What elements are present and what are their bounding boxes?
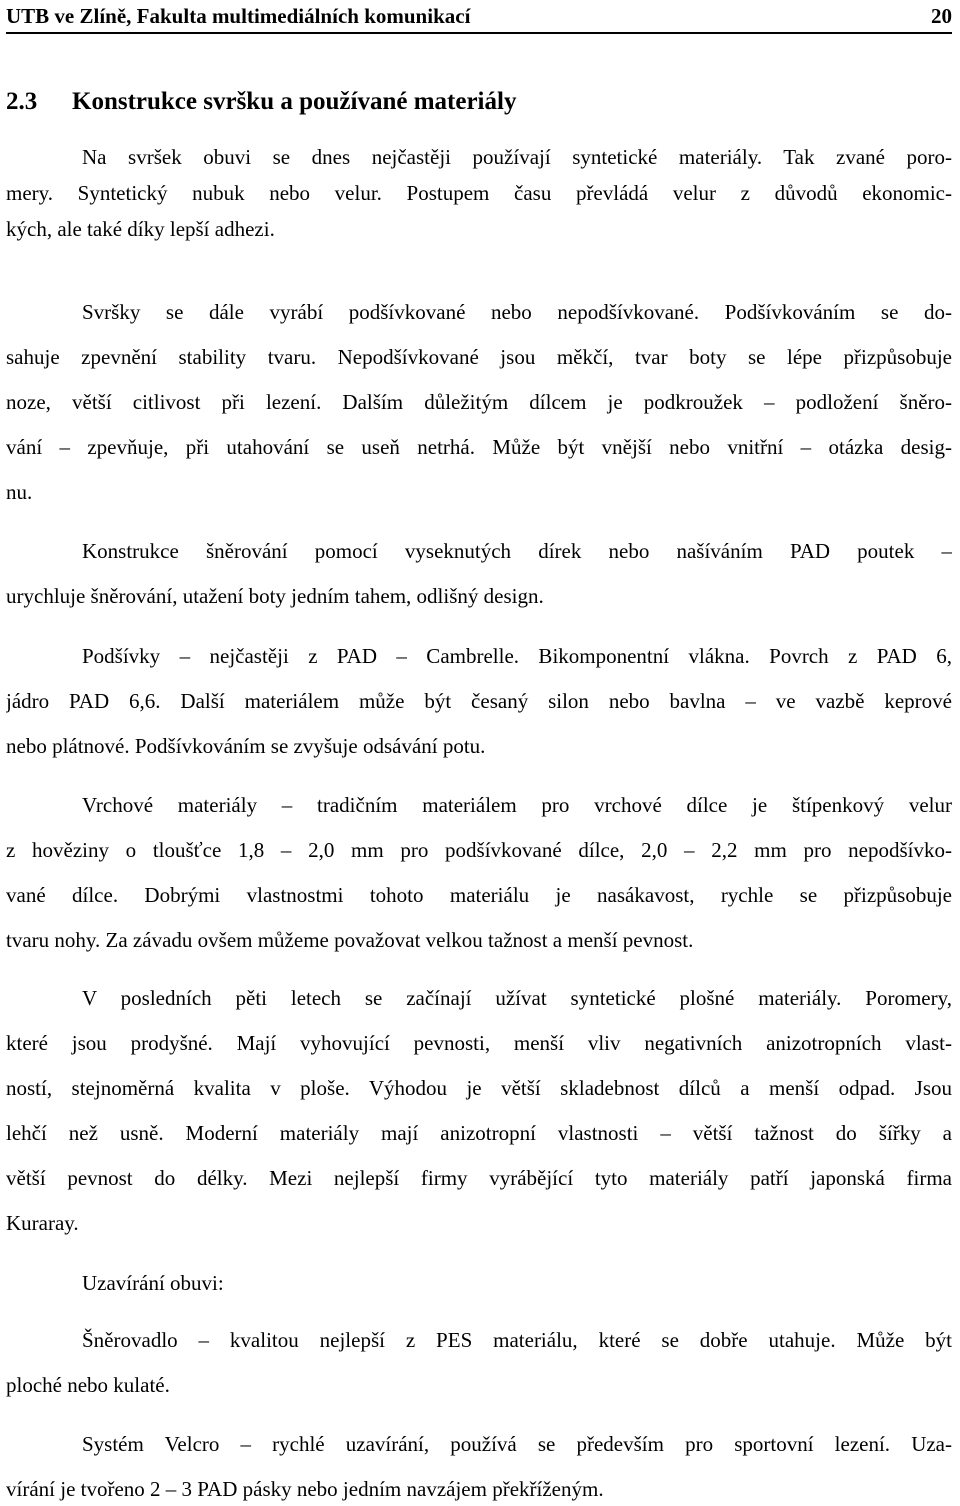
paragraph-line: Systém Velcro – rychlé uzavírání, používá se především pro sportovní lezení. Uza-	[82, 1432, 952, 1456]
paragraph-line: Na svršek obuvi se dnes nejčastěji používají syntetické materiály. Tak zvané poro-	[82, 145, 952, 169]
paragraph-line: které jsou prodyšné. Mají vyhovující pevnosti, menší vliv negativních anizotropních vlast-	[6, 1031, 952, 1055]
section-number: 2.3	[6, 88, 38, 115]
paragraph-line: mery. Syntetický nubuk nebo velur. Postupem času převládá velur z důvodů ekonomic-	[6, 181, 952, 205]
paragraph-line: sahuje zpevnění stability tvaru. Nepodšívkované jsou měkčí, tvar boty se lépe přizpůsobuje	[6, 345, 952, 369]
paragraph-line: z hověziny o tloušťce 1,8 – 2,0 mm pro podšívkované dílce, 2,0 – 2,2 mm pro nepodšívko-	[6, 838, 952, 862]
paragraph-line: Uzavírání obuvi:	[82, 1271, 224, 1295]
paragraph-line: jádro PAD 6,6. Další materiálem může být česaný silon nebo bavlna – ve vazbě keprové	[6, 689, 952, 713]
paragraph-line: ností, stejnoměrná kvalita v ploše. Výhodou je větší skladebnost dílců a menší odpad. Jsou	[6, 1076, 952, 1100]
paragraph-line: nebo plátnové. Podšívkováním se zvyšuje odsávání potu.	[6, 734, 486, 758]
section-heading	[6, 88, 516, 116]
paragraph-line: Konstrukce šněrování pomocí vyseknutých dírek nebo našíváním PAD poutek –	[82, 539, 952, 563]
paragraph-line: ploché nebo kulaté.	[6, 1373, 170, 1397]
paragraph-line: vírání je tvořeno 2 – 3 PAD pásky nebo jedním navzájem překříženým.	[6, 1477, 604, 1501]
paragraph-line: Svršky se dále vyrábí podšívkované nebo nepodšívkované. Podšívkováním se do-	[82, 300, 952, 324]
paragraph-line: Kuraray.	[6, 1211, 79, 1235]
paragraph-line: tvaru nohy. Za závadu ovšem můžeme považovat velkou tažnost a menší pevnost.	[6, 928, 694, 952]
paragraph-line: nu.	[6, 480, 33, 504]
paragraph-line: vání – zpevňuje, při utahování se useň netrhá. Může být vnější nebo vnitřní – otázka desig-	[6, 435, 952, 459]
paragraph-line: V posledních pěti letech se začínají užívat syntetické plošné materiály. Poromery,	[82, 986, 952, 1010]
paragraph-line: lehčí než usně. Moderní materiály mají anizotropní vlastnosti – větší tažnost do šířky a	[6, 1121, 952, 1145]
running-header	[6, 2, 952, 34]
page-number: 20	[931, 4, 952, 28]
paragraph-line: Vrchové materiály – tradičním materiálem pro vrchové dílce je štípenkový velur	[82, 793, 952, 817]
paragraph-line: kých, ale také díky lepší adhezi.	[6, 217, 275, 241]
paragraph-line: Šněrovadlo – kvalitou nejlepší z PES materiálu, které se dobře utahuje. Může být	[82, 1328, 952, 1352]
paragraph-line: urychluje šněrování, utažení boty jedním tahem, odlišný design.	[6, 584, 544, 608]
paragraph-line: noze, větší citlivost při lezení. Dalším důležitým dílcem je podkroužek – podložení šněro-	[6, 390, 952, 414]
paragraph-line: větší pevnost do délky. Mezi nejlepší firmy vyrábějící tyto materiály patří japonská firma	[6, 1166, 952, 1190]
paragraph-line: vané dílce. Dobrými vlastnostmi tohoto materiálu je nasákavost, rychle se přizpůsobuje	[6, 883, 952, 907]
header-title: UTB ve Zlíně, Fakulta multimediálních komunikací	[6, 4, 471, 28]
paragraph-line: Podšívky – nejčastěji z PAD – Cambrelle. Bikomponentní vlákna. Povrch z PAD 6,	[82, 644, 952, 668]
section-title: Konstrukce svršku a používané materiály	[72, 88, 517, 115]
